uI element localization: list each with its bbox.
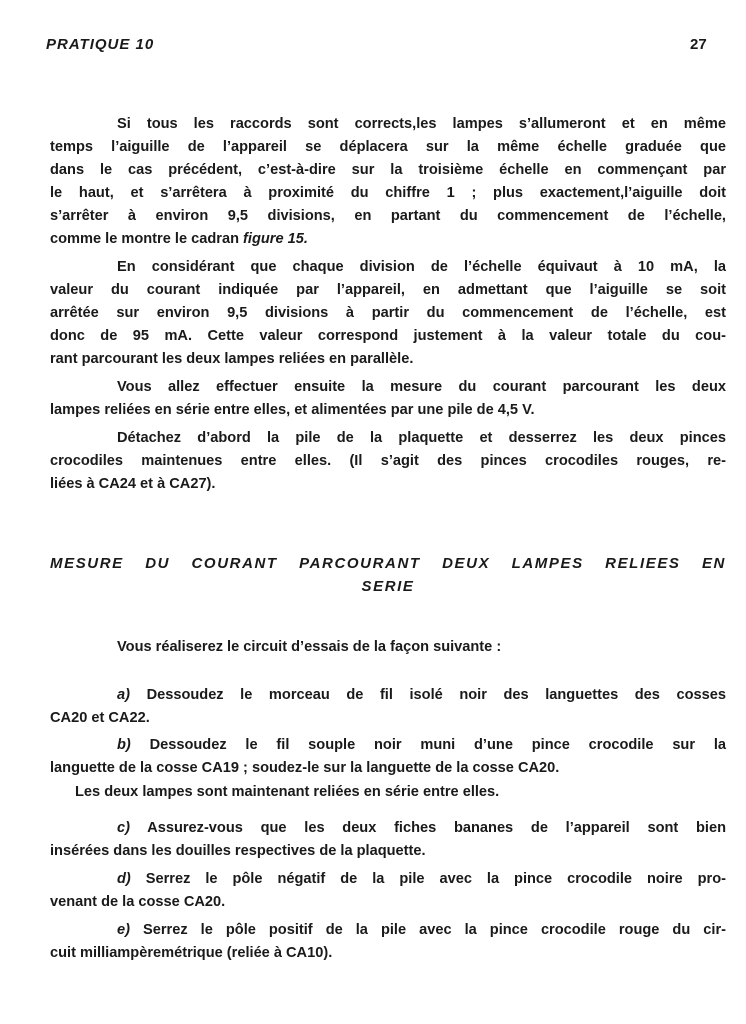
step-text: Serrez le pôle négatif de la pile avec la pince crocodile noire pro-	[145, 871, 726, 887]
step-text: Dessoudez le morceau de fil isolé noir des languettes des cosses	[146, 687, 726, 703]
step-label: c)	[117, 820, 130, 836]
text-line: rant parcourant les deux lampes reliées en parallèle.	[50, 351, 414, 367]
section-title-line: SERIE	[361, 578, 415, 595]
text-line	[117, 869, 726, 889]
text-line: le haut, et s’arrêtera à proximité du chiffre 1 ; plus exactement,l’aiguille doit	[50, 185, 726, 201]
text-line: s’arrêter à environ 9,5 divisions, en partant du commencement de l’échelle,	[50, 208, 726, 224]
page-number: 27	[690, 36, 707, 53]
step-label: d)	[117, 871, 131, 887]
text-line: liées à CA24 et à CA27).	[50, 476, 216, 492]
text-fragment: comme le montre le cadran	[50, 231, 244, 247]
text-line: valeur du courant indiquée par l’appareil, en admettant que l’aiguille se soit	[50, 282, 726, 298]
text-line: Si tous les raccords sont corrects,les lampes s’allumeront et en même	[117, 116, 726, 132]
text-line: insérées dans les douilles respectives de la plaquette.	[50, 843, 426, 859]
step-label: b)	[117, 737, 131, 753]
text-line	[117, 818, 726, 838]
text-line: temps l’aiguille de l’appareil se déplacera sur la même échelle graduée que	[50, 139, 726, 155]
chapter-header: PRATIQUE 10	[46, 36, 155, 53]
text-line	[117, 920, 726, 940]
text-line: crocodiles maintenues entre elles. (Il s’agit des pinces crocodiles rouges, re-	[50, 453, 726, 469]
step-label: e)	[117, 922, 130, 938]
text-line: donc de 95 mA. Cette valeur correspond justement à la valeur totale du cou-	[50, 328, 726, 344]
step-note: Les deux lampes sont maintenant reliées en série entre elles.	[75, 784, 500, 800]
text-line: lampes reliées en série entre elles, et alimentées par une pile de 4,5 V.	[50, 402, 535, 418]
text-line: Vous allez effectuer ensuite la mesure du courant parcourant les deux	[117, 379, 726, 395]
section-intro: Vous réaliserez le circuit d’essais de la façon suivante :	[117, 639, 502, 655]
text-line: En considérant que chaque division de l’échelle équivaut à 10 mA, la	[117, 259, 726, 275]
text-line: venant de la cosse CA20.	[50, 894, 226, 910]
figure-reference: figure 15.	[243, 231, 308, 247]
text-line	[117, 685, 726, 705]
step-text: Serrez le pôle positif de la pile avec la pince crocodile rouge du cir-	[143, 922, 726, 938]
text-line: CA20 et CA22.	[50, 710, 150, 726]
step-text: Dessoudez le fil souple noir muni d’une pince crocodile sur la	[149, 737, 726, 753]
step-label: a)	[117, 687, 130, 703]
text-line: arrêtée sur environ 9,5 divisions à partir du commencement de l’échelle, est	[50, 305, 726, 321]
section-title-line: MESURE DU COURANT PARCOURANT DEUX LAMPES RELIEES EN	[50, 555, 726, 572]
text-line	[117, 735, 726, 755]
step-text: Assurez-vous que les deux fiches bananes de l’appareil sont bien	[147, 820, 726, 836]
text-line	[50, 229, 726, 249]
text-line: languette de la cosse CA19 ; soudez-le sur la languette de la cosse CA20.	[50, 760, 560, 776]
text-line: Détachez d’abord la pile de la plaquette et desserrez les deux pinces	[117, 430, 726, 446]
text-line: dans le cas précédent, c’est-à-dire sur la troisième échelle en commençant par	[50, 162, 726, 178]
text-line: cuit milliampèremétrique (reliée à CA10).	[50, 945, 333, 961]
